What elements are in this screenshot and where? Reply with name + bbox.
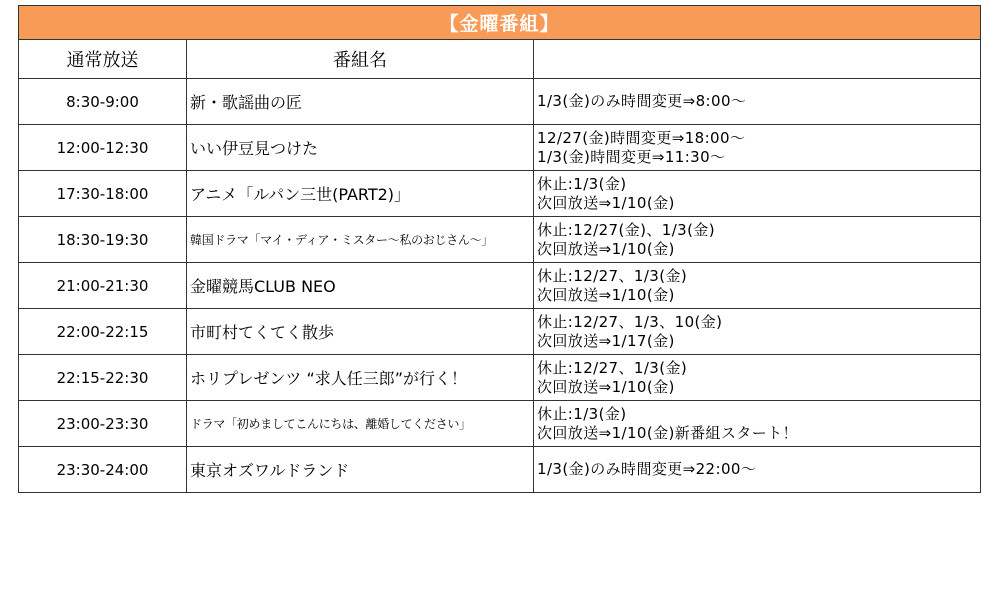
program-name-cell: いい伊豆見つけた [187,125,534,171]
table-header-row [19,40,981,79]
schedule-note-cell [534,401,981,447]
broadcast-time-cell: 17:30-18:00 [19,171,187,217]
friday-schedule-table [18,5,981,493]
table-row [19,79,981,125]
broadcast-time-cell: 23:30-24:00 [19,447,187,493]
schedule-note-cell [534,263,981,309]
table-row [19,401,981,447]
broadcast-time-cell: 22:00-22:15 [19,309,187,355]
table-row [19,171,981,217]
broadcast-time-cell: 23:00-23:30 [19,401,187,447]
program-name-cell: ホリプレゼンツ “求人任三郎”が行く！ [187,355,534,401]
schedule-note-cell [534,447,981,493]
schedule-note-cell [534,171,981,217]
table-row [19,125,981,171]
schedule-note-line: 次回放送⇒1/10(金) [537,377,675,396]
schedule-note-line: 次回放送⇒1/17(金) [537,331,675,350]
schedule-note-line: 1/3(金)のみ時間変更⇒22:00～ [537,460,757,478]
schedule-note-line: 休止:1/3(金) [537,174,627,193]
broadcast-time-cell: 22:15-22:30 [19,355,187,401]
schedule-note-line: 休止:12/27(金)、1/3(金) [537,220,716,239]
schedule-note-line: 次回放送⇒1/10(金) [537,285,675,304]
schedule-note-cell [534,355,981,401]
table-row [19,309,981,355]
table-title-row [19,6,981,40]
header-regular-broadcast: 通常放送 [19,40,187,79]
program-name-cell: 新・歌謡曲の匠 [187,79,534,125]
table-row [19,355,981,401]
schedule-note-line: 次回放送⇒1/10(金)新番組スタート！ [537,423,798,442]
schedule-note-line: 休止:1/3(金) [537,404,627,423]
table-row [19,217,981,263]
broadcast-time-cell: 18:30-19:30 [19,217,187,263]
header-note [534,40,981,79]
table-title: 【金曜番組】 [19,6,981,40]
schedule-note-cell [534,79,981,125]
broadcast-time-cell: 12:00-12:30 [19,125,187,171]
table-row [19,447,981,493]
program-name-cell: アニメ「ルパン三世(PART2)」 [187,171,534,217]
broadcast-time-cell: 8:30-9:00 [19,79,187,125]
schedule-note-line: 次回放送⇒1/10(金) [537,193,675,212]
program-name-cell: 東京オズワルドランド [187,447,534,493]
program-name-cell: ドラマ「初めましてこんにちは、離婚してください」 [187,401,534,447]
schedule-note-line: 12/27(金)時間変更⇒18:00～ [537,128,746,147]
schedule-note-line: 1/3(金)のみ時間変更⇒8:00～ [537,92,747,110]
schedule-note-line: 1/3(金)時間変更⇒11:30～ [537,147,726,166]
schedule-note-cell [534,125,981,171]
schedule-note-line: 次回放送⇒1/10(金) [537,239,675,258]
broadcast-time-cell: 21:00-21:30 [19,263,187,309]
program-name-cell: 韓国ドラマ「マイ・ディア・ミスター～私のおじさん～」 [187,217,534,263]
program-name-cell: 金曜競馬CLUB NEO [187,263,534,309]
schedule-note-line: 休止:12/27、1/3(金) [537,358,688,377]
schedule-note-line: 休止:12/27、1/3(金) [537,266,688,285]
table-row [19,263,981,309]
program-name-cell: 市町村てくてく散歩 [187,309,534,355]
header-program-name: 番組名 [187,40,534,79]
schedule-note-line: 休止:12/27、1/3、10(金) [537,312,723,331]
schedule-note-cell [534,309,981,355]
schedule-note-cell [534,217,981,263]
